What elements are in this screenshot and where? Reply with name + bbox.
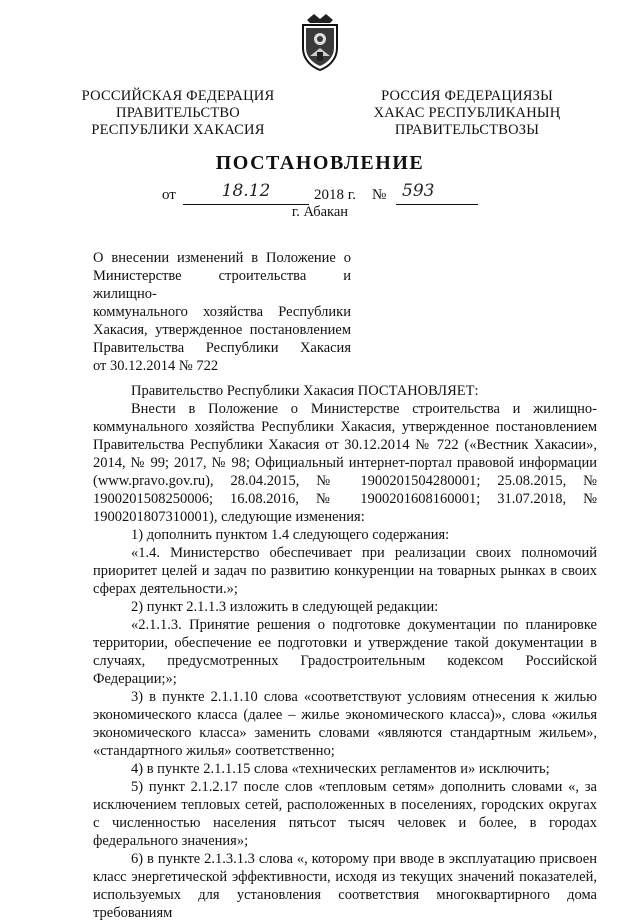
body-paragraph: «2.1.1.3. Принятие решения о подготовке документации по планировке территории, обеспечение ее подготовки и утверждение такой документации в случаях, предусмотренных Градостроительным кодексом Российской Федерации;»; xyxy=(93,617,597,687)
header-left-line: РЕСПУБЛИКИ ХАКАСИЯ xyxy=(91,122,265,138)
body-paragraph: Правительство Республики Хакасия ПОСТАНОВЛЯЕТ: xyxy=(131,383,479,399)
date-prefix: от xyxy=(162,187,176,203)
number-blank xyxy=(396,181,478,205)
subject-line: О внесении изменений в Положение о xyxy=(93,250,351,266)
header-right-line: ПРАВИТЕЛЬСТВОЗЫ xyxy=(394,122,540,138)
body-paragraph: 4) в пункте 2.1.1.15 слова «технических регламентов и» исключить; xyxy=(131,761,550,777)
document-subject xyxy=(93,249,351,375)
body-paragraph: 1) дополнить пунктом 1.4 следующего содержания: xyxy=(131,527,450,543)
date-blank xyxy=(183,181,309,205)
number-label: № xyxy=(372,187,387,203)
subject-line: от 30.12.2014 № 722 xyxy=(93,358,219,374)
subject-line: Министерстве строительства и жилищно- xyxy=(93,268,351,302)
header-right-block xyxy=(362,88,572,139)
body-paragraph: Внести в Положение о Министерстве строительства и жилищно-коммунального хозяйства Республики Хакасия, утвержденное постановлением Правительства Республики Хакасия от 30.12.2014 № 722 («Вестник Хакасии», 2014, № 99; 2017, № 98; Официальный интернет-портал правовой информации (www.pravo.gov.ru), 28.04.2015, № 1900201504280001; 25.08.2015, № 1900201508250006; 16.08.2016, № 1900201608160001; 31.07.2018, № 1900201807310001), следующие изменения: xyxy=(93,401,597,525)
header-left-line: РОССИЙСКАЯ ФЕДЕРАЦИЯ xyxy=(81,88,275,104)
body-paragraph: 3) в пункте 2.1.1.10 слова «соответствуют условиям отнесения к жилью экономического класса (далее – жилье экономического класса)», слова «жилья экономического класса» заменить словами «являются стандартным жильем», «стандартного жилья» соответственно; xyxy=(93,689,597,759)
header-left-line: ПРАВИТЕЛЬСТВО xyxy=(116,105,240,121)
body-paragraph: 6) в пункте 2.1.3.1.3 слова «, которому при вводе в эксплуатацию присвоен класс энергетической эффективности, исходя из текущих значений показателей, используемых для установления соответствия многоквартирного дома требованиям xyxy=(93,851,597,921)
header-right-line: РОССИЯ ФЕДЕРАЦИЯЗЫ xyxy=(381,88,553,104)
handwritten-date: 18.12 xyxy=(221,181,271,201)
city-label: г. Абакан xyxy=(291,204,349,220)
subject-line: Хакасия, утвержденное постановлением xyxy=(93,322,351,338)
body-paragraph: 2) пункт 2.1.1.3 изложить в следующей редакции: xyxy=(131,599,439,615)
subject-line: коммунального хозяйства Республики xyxy=(93,304,351,320)
document-body xyxy=(93,382,597,922)
body-paragraph: «1.4. Министерство обеспечивает при реализации своих полномочий приоритет целей и задач по развитию конкуренции на товарных рынках в своих сферах деятельности.»; xyxy=(93,545,597,597)
header-left-block xyxy=(78,88,278,139)
year-label: 2018 г. xyxy=(314,187,356,203)
document-title: ПОСТАНОВЛЕНИЕ xyxy=(215,152,425,174)
subject-line: Правительства Республики Хакасия xyxy=(93,340,351,356)
header-right-line: ХАКАС РЕСПУБЛИКАНЫҢ xyxy=(373,105,561,121)
handwritten-number: 593 xyxy=(402,181,435,201)
coat-of-arms-emblem xyxy=(297,12,343,72)
body-paragraph: 5) пункт 2.1.2.17 после слов «тепловым сетям» дополнить словами «, за исключением тепловых сетей, расположенных в поселениях, городских округах с численностью населения пятьсот тысяч человек и более, в городах федерального значения»; xyxy=(93,779,597,849)
